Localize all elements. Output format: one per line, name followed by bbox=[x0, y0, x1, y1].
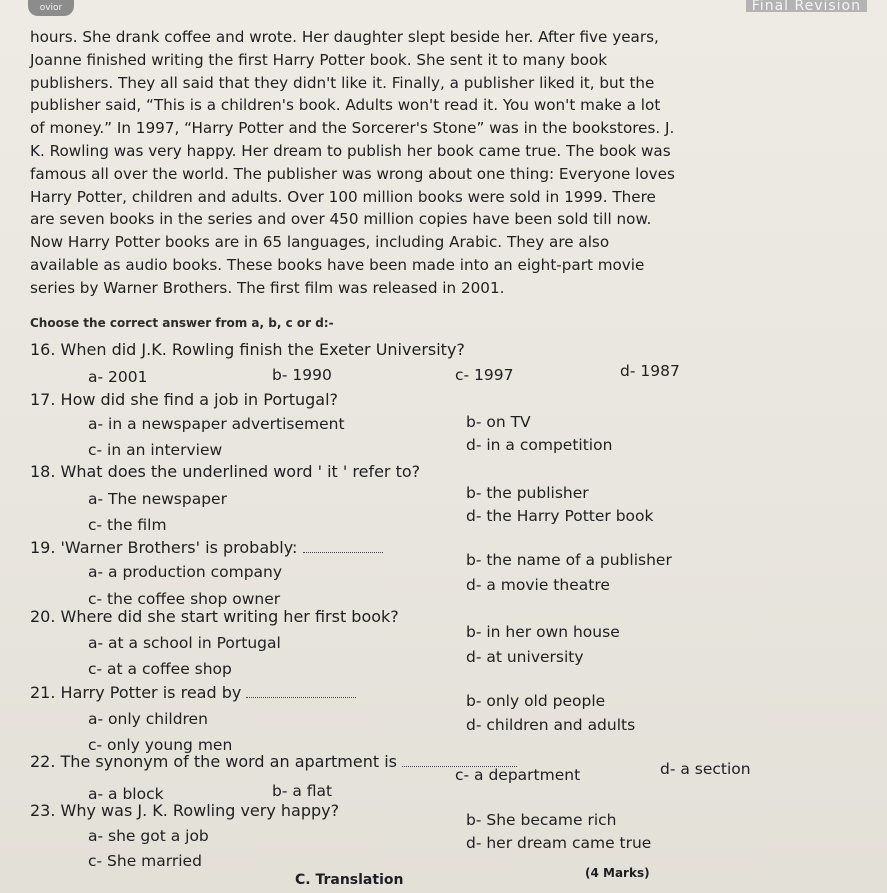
question-22-text: 22. The synonym of the word an apartment is bbox=[30, 752, 398, 771]
header-title: Final Revision bbox=[746, 0, 867, 12]
passage-line: available as audio books. These books have been made into an eight-part movie bbox=[30, 255, 645, 274]
q21-option-a[interactable]: a- only children bbox=[88, 710, 208, 728]
q22-option-c[interactable]: c- a department bbox=[455, 766, 581, 784]
question-21 bbox=[30, 683, 356, 702]
q18-option-c[interactable]: c- the film bbox=[88, 516, 167, 534]
q22-option-a[interactable]: a- a block bbox=[88, 785, 164, 803]
q21-option-b[interactable]: b- only old people bbox=[466, 692, 606, 710]
question-19 bbox=[30, 538, 383, 557]
question-20: 20. Where did she start writing her first book? bbox=[30, 607, 399, 626]
q23-option-c[interactable]: c- She married bbox=[88, 852, 202, 870]
passage-line: are seven books in the series and over 450 million copies have been sold till now. bbox=[30, 210, 652, 229]
q20-option-b[interactable]: b- in her own house bbox=[466, 623, 620, 641]
q20-option-a[interactable]: a- at a school in Portugal bbox=[88, 634, 281, 652]
q16-option-b[interactable]: b- 1990 bbox=[272, 366, 332, 384]
answer-blank bbox=[303, 552, 383, 553]
q21-option-c[interactable]: c- only young men bbox=[88, 736, 233, 754]
section-heading: C. Translation bbox=[295, 872, 404, 888]
q18-option-b[interactable]: b- the publisher bbox=[466, 484, 589, 502]
passage-line: of money.” In 1997, “Harry Potter and the Sorcerer's Stone” was in the bookstores. J. bbox=[30, 119, 675, 138]
header-badge: ovior bbox=[28, 0, 74, 16]
marks-label: (4 Marks) bbox=[585, 866, 650, 880]
passage-line: K. Rowling was very happy. Her dream to publish her book came true. The book was bbox=[30, 141, 671, 160]
q16-option-c[interactable]: c- 1997 bbox=[455, 366, 514, 384]
q16-option-a[interactable]: a- 2001 bbox=[88, 368, 148, 386]
q23-option-b[interactable]: b- She became rich bbox=[466, 811, 617, 829]
instruction-text: Choose the correct answer from a, b, c or d:- bbox=[30, 316, 334, 330]
q20-option-c[interactable]: c- at a coffee shop bbox=[88, 660, 232, 678]
question-18: 18. What does the underlined word ' it ' refer to? bbox=[30, 462, 421, 481]
q21-option-d[interactable]: d- children and adults bbox=[466, 716, 636, 734]
passage-line: Harry Potter, children and adults. Over 100 million books were sold in 1999. There bbox=[30, 187, 656, 206]
answer-blank bbox=[246, 697, 356, 698]
q17-option-b[interactable]: b- on TV bbox=[466, 413, 531, 431]
passage-line: famous all over the world. The publisher was wrong about one thing: Everyone loves bbox=[30, 164, 675, 183]
q18-option-d[interactable]: d- the Harry Potter book bbox=[466, 507, 654, 525]
q20-option-d[interactable]: d- at university bbox=[466, 648, 584, 666]
q18-option-a[interactable]: a- The newspaper bbox=[88, 490, 227, 508]
q17-option-a[interactable]: a- in a newspaper advertisement bbox=[88, 415, 345, 433]
q19-option-d[interactable]: d- a movie theatre bbox=[466, 576, 610, 594]
q23-option-d[interactable]: d- her dream came true bbox=[466, 834, 652, 852]
passage-line: Now Harry Potter books are in 65 languages, including Arabic. They are also bbox=[30, 233, 610, 252]
passage-line: series by Warner Brothers. The first film was released in 2001. bbox=[30, 278, 505, 297]
passage-line: publisher said, “This is a children's book. Adults won't read it. You won't make a lot bbox=[30, 96, 661, 115]
question-22 bbox=[30, 752, 517, 771]
question-19-text: 19. 'Warner Brothers' is probably: bbox=[30, 538, 298, 557]
q19-option-a[interactable]: a- a production company bbox=[88, 563, 283, 581]
question-21-text: 21. Harry Potter is read by bbox=[30, 683, 242, 702]
reading-passage bbox=[30, 26, 830, 300]
question-17: 17. How did she find a job in Portugal? bbox=[30, 390, 339, 409]
passage-line: publishers. They all said that they didn't like it. Finally, a publisher liked it, but the bbox=[30, 73, 655, 92]
passage-line: hours. She drank coffee and wrote. Her daughter slept beside her. After five years, bbox=[30, 28, 659, 46]
q16-option-d[interactable]: d- 1987 bbox=[620, 362, 680, 380]
question-16: 16. When did J.K. Rowling finish the Exeter University? bbox=[30, 340, 465, 359]
q19-option-b[interactable]: b- the name of a publisher bbox=[466, 551, 672, 569]
q19-option-c[interactable]: c- the coffee shop owner bbox=[88, 590, 281, 608]
q17-option-c[interactable]: c- in an interview bbox=[88, 441, 223, 459]
passage-line: Joanne finished writing the first Harry Potter book. She sent it to many book bbox=[30, 50, 608, 69]
q22-option-d[interactable]: d- a section bbox=[660, 760, 751, 778]
question-23: 23. Why was J. K. Rowling very happy? bbox=[30, 801, 340, 820]
q22-option-b[interactable]: b- a flat bbox=[272, 782, 333, 800]
q23-option-a[interactable]: a- she got a job bbox=[88, 827, 209, 845]
q17-option-d[interactable]: d- in a competition bbox=[466, 436, 613, 454]
